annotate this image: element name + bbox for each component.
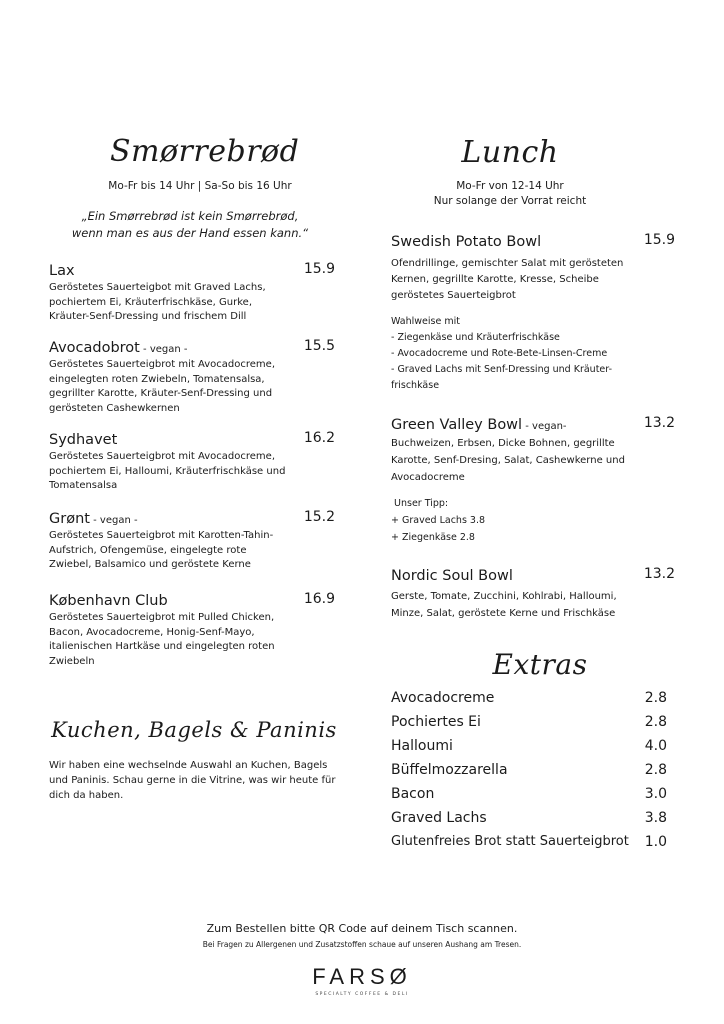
smorrebrod-hours: Mo-Fr bis 14 Uhr | Sa-So bis 16 Uhr <box>108 180 292 192</box>
item-description <box>49 281 335 325</box>
item-description <box>391 588 675 622</box>
extra-item <box>391 759 667 781</box>
desc-line: Bacon, Avocadocreme, Honig-Senf-Mayo, <box>49 626 255 638</box>
item-description <box>49 529 335 573</box>
item-price: 15.2 <box>303 509 335 525</box>
extra-name: Bacon <box>391 786 435 802</box>
desc-line: und Paninis. Schau gerne in die Vitrine, was wir heute für <box>49 775 336 786</box>
brand-logo: FARSØ <box>312 964 412 989</box>
extra-price: 2.8 <box>644 714 667 730</box>
item-price: 15.5 <box>303 338 335 354</box>
extra-name: Büffelmozzarella <box>391 762 508 778</box>
quote-line-1: „Ein Smørrebrød ist kein Smørrebrød, <box>81 209 299 223</box>
desc-line: Karotte, Senf-Dresing, Salat, Cashewkerne und <box>391 455 625 466</box>
footer-order-note: Zum Bestellen bitte QR Code auf deinem Tisch scannen. <box>206 922 518 935</box>
menu-item-swedish-potato-bowl <box>391 231 675 394</box>
extra-item <box>391 831 667 853</box>
extra-price: 2.8 <box>644 762 667 778</box>
item-name: Swedish Potato Bowl <box>391 234 542 250</box>
lunch-title: Lunch <box>461 135 559 170</box>
item-price: 15.9 <box>643 232 675 248</box>
item-name: Avocadobrot <box>49 340 140 356</box>
extra-price: 1.0 <box>644 834 667 850</box>
option-line: + Ziegenkäse 2.8 <box>391 532 475 543</box>
extra-price: 2.8 <box>644 690 667 706</box>
menu-item-avocadobrot <box>49 337 335 416</box>
lunch-note: Nur solange der Vorrat reicht <box>433 195 587 207</box>
option-line: Wahlweise mit <box>391 316 460 327</box>
item-name: København Club <box>49 593 168 609</box>
extra-name: Avocadocreme <box>391 690 495 706</box>
desc-line: Geröstetes Sauerteigbrot mit Avocadocreme, <box>49 451 276 462</box>
extra-name: Graved Lachs <box>391 810 487 826</box>
option-line: - Ziegenkäse und Kräuterfrischkäse <box>391 332 560 343</box>
desc-line: pochiertem Ei, Halloumi, Kräuterfrischkäse und <box>49 465 286 477</box>
kuchen-title: Kuchen, Bagels & Paninis <box>51 718 337 742</box>
extra-item <box>391 783 667 805</box>
menu-item-lax <box>49 260 335 325</box>
desc-line: Avocadocreme <box>391 472 465 483</box>
option-line: Unser Tipp: <box>391 498 449 509</box>
extra-name: Halloumi <box>391 738 453 754</box>
item-description <box>49 611 335 669</box>
desc-line: Geröstetes Sauerteigbot mit Graved Lachs, <box>49 282 266 293</box>
desc-line: Kernen, gegrillte Karotte, Kresse, Scheibe <box>391 274 599 285</box>
item-options <box>391 495 675 546</box>
option-line: - Graved Lachs mit Senf-Dressing und Kräuter- <box>391 364 613 375</box>
desc-line: Kräuter-Senf-Dressing und frischem Dill <box>49 311 247 322</box>
item-name: Grønt <box>49 511 90 527</box>
desc-line: Tomatensalsa <box>49 480 118 491</box>
menu-item-nordic-soul-bowl <box>391 565 675 622</box>
item-name: Lax <box>49 263 75 279</box>
option-line: - Avocadocreme und Rote-Bete-Linsen-Creme <box>391 348 608 359</box>
item-price: 16.9 <box>303 591 335 607</box>
item-description <box>49 358 335 416</box>
menu-item-sydhavet <box>49 429 335 494</box>
extra-price: 3.0 <box>644 786 667 802</box>
extra-item <box>391 711 667 733</box>
item-price: 16.2 <box>303 430 335 446</box>
desc-line: Aufstrich, Ofengemüse, eingelegte rote <box>49 544 247 556</box>
quote-line-2: wenn man es aus der Hand essen kann.“ <box>71 226 309 240</box>
extra-item <box>391 735 667 757</box>
menu-item-kobenhavn-club <box>49 590 335 669</box>
menu-item-gront <box>49 508 335 573</box>
desc-line: gegrillter Karotte, Kräuter-Senf-Dressing und <box>49 388 273 399</box>
item-options <box>391 314 675 394</box>
item-price: 15.9 <box>303 261 335 277</box>
item-description <box>391 256 675 304</box>
lunch-hours: Mo-Fr von 12-14 Uhr <box>456 180 564 192</box>
item-name: Nordic Soul Bowl <box>391 568 513 584</box>
desc-line: Geröstetes Sauerteigbrot mit Pulled Chicken, <box>49 612 275 623</box>
desc-line: geröstetes Sauerteigbrot <box>391 290 516 301</box>
desc-line: Zwiebel, Balsamico und geröstete Kerne <box>49 559 251 570</box>
item-name: Green Valley Bowl <box>391 417 523 433</box>
item-tag: - vegan - <box>89 515 138 526</box>
desc-line: Ofendrillinge, gemischter Salat mit gerösteten <box>391 258 624 269</box>
menu-item-green-valley-bowl <box>391 414 675 546</box>
desc-line: Geröstetes Sauerteigbrot mit Avocadocreme, <box>49 359 276 370</box>
item-name: Sydhavet <box>49 432 118 448</box>
item-description <box>49 450 335 494</box>
desc-line: gerösteten Cashewkernen <box>49 402 180 414</box>
item-price: 13.2 <box>643 566 675 582</box>
desc-line: eingelegten roten Zwiebeln, Tomatensalsa, <box>49 373 265 385</box>
option-line: frischkäse <box>391 380 440 391</box>
desc-line: Minze, Salat, geröstete Kerne und Frischkäse <box>391 608 616 619</box>
desc-line: Wir haben eine wechselnde Auswahl an Kuchen, Bagels <box>49 760 328 771</box>
item-tag: - vegan - <box>139 344 188 355</box>
desc-line: Zwiebeln <box>49 655 95 667</box>
extra-name: Glutenfreies Brot statt Sauerteigbrot <box>391 834 629 849</box>
extras-title: Extras <box>492 648 588 681</box>
extra-item <box>391 687 667 709</box>
desc-line: Gerste, Tomate, Zucchini, Kohlrabi, Halloumi, <box>391 591 617 602</box>
kuchen-description <box>49 758 349 803</box>
desc-line: dich da haben. <box>49 790 124 801</box>
extra-price: 4.0 <box>644 738 667 754</box>
desc-line: Buchweizen, Erbsen, Dicke Bohnen, gegrillte <box>391 438 615 449</box>
desc-line: pochiertem Ei, Kräuterfrischkäse, Gurke, <box>49 296 252 308</box>
item-tag: - vegan- <box>522 421 567 432</box>
extra-item <box>391 807 667 829</box>
item-price: 13.2 <box>643 415 675 431</box>
extra-price: 3.8 <box>644 810 667 826</box>
item-description <box>391 435 675 486</box>
smorrebrod-title: Smørrebrød <box>110 134 300 169</box>
footer-allergen-note: Bei Fragen zu Allergenen und Zusatzstoffen schaue auf unseren Aushang am Tresen. <box>202 940 522 949</box>
desc-line: Geröstetes Sauerteigbrot mit Karotten-Tahin- <box>49 530 274 541</box>
brand-tagline: SPECIALTY COFFEE & DELI <box>315 992 409 997</box>
desc-line: italienischen Hartkäse und eingelegten roten <box>49 641 275 652</box>
extra-name: Pochiertes Ei <box>391 714 481 730</box>
smorrebrod-quote <box>60 208 320 242</box>
option-line: + Graved Lachs 3.8 <box>391 515 486 526</box>
